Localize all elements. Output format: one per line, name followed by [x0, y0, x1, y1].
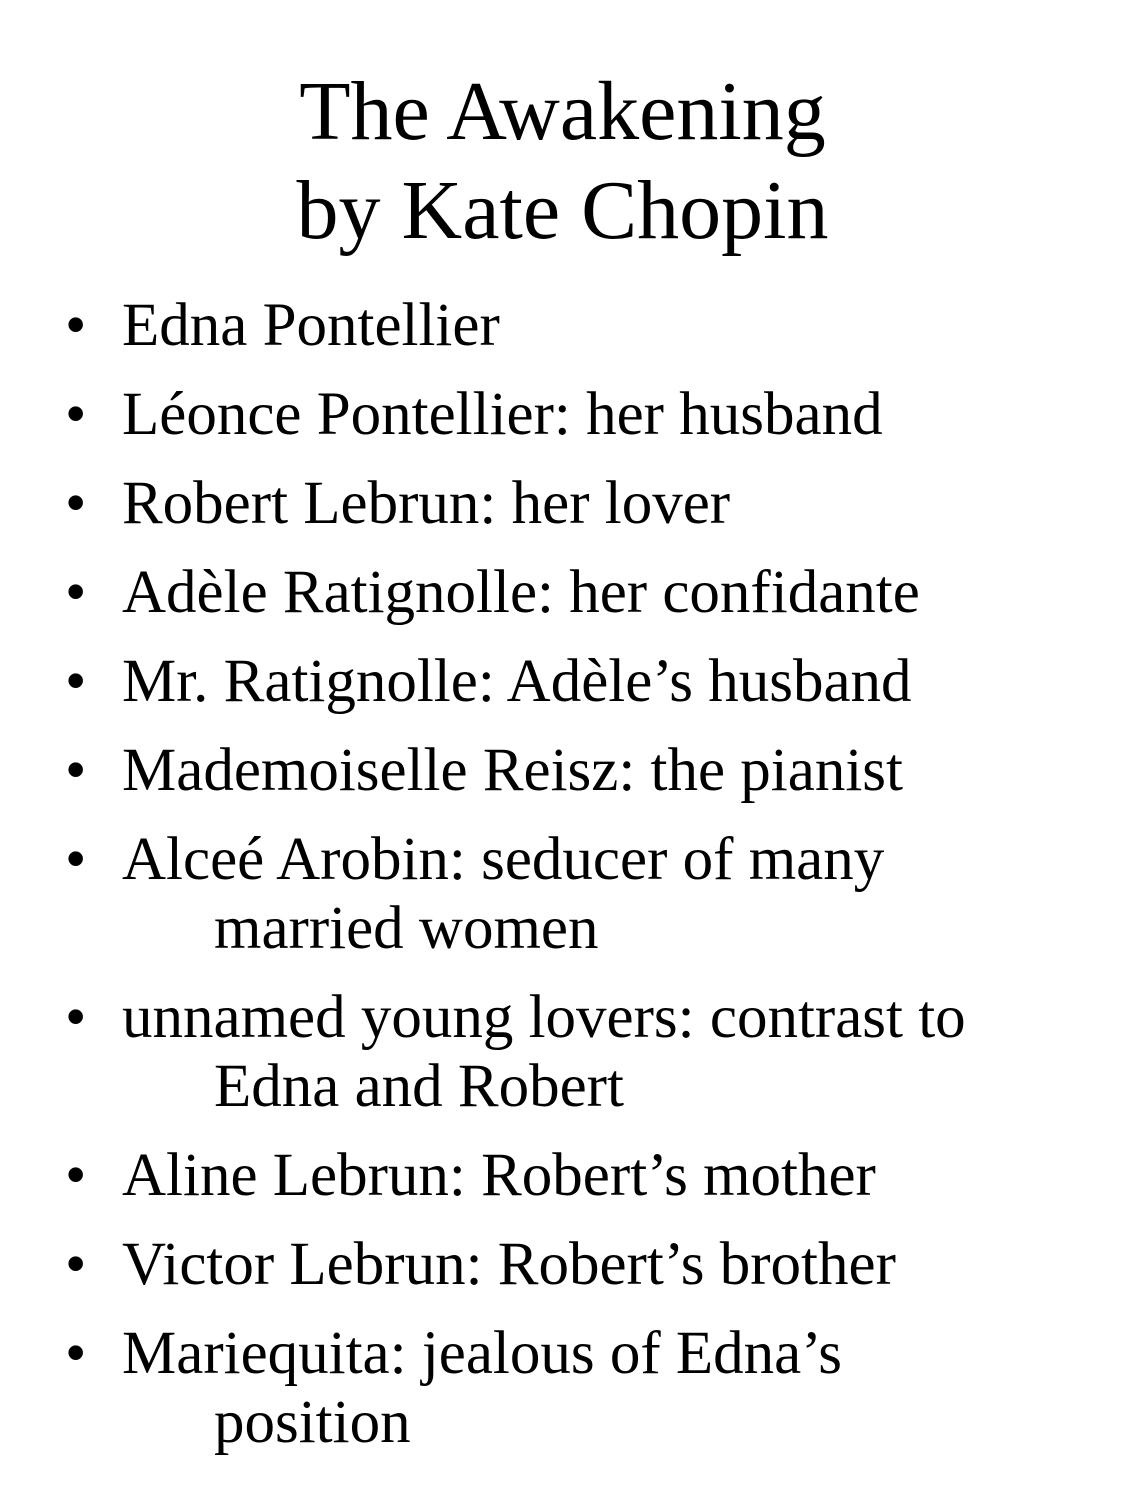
- bullet-icon: •: [65, 292, 87, 359]
- list-item-text: Robert Lebrun: her lover: [122, 470, 731, 537]
- list-item: [0, 825, 1125, 963]
- list-item: [0, 380, 1125, 449]
- bullet-icon: •: [65, 1231, 87, 1298]
- list-item: [0, 647, 1125, 716]
- bullet-icon: •: [65, 648, 87, 715]
- list-item-text: Adèle Ratignolle: her confidante: [122, 559, 920, 626]
- list-item-text: Edna Pontellier: [122, 292, 500, 359]
- list-item-continuation: married women: [214, 895, 599, 962]
- character-list: [0, 291, 1125, 1477]
- list-item: [0, 291, 1125, 360]
- bullet-icon: •: [65, 1142, 87, 1209]
- list-item-continuation: position: [214, 1389, 411, 1456]
- list-item: [0, 1319, 1125, 1457]
- list-item: [0, 558, 1125, 627]
- slide-title: [0, 62, 1125, 260]
- list-item-text: unnamed young lovers: contrast to: [122, 984, 966, 1051]
- list-item: [0, 469, 1125, 538]
- bullet-icon: •: [65, 381, 87, 448]
- list-item: [0, 736, 1125, 805]
- list-item: [0, 1230, 1125, 1299]
- list-item-continuation: Edna and Robert: [214, 1053, 624, 1120]
- list-item: [0, 1141, 1125, 1210]
- list-item-text: Mariequita: jealous of Edna’s: [122, 1320, 842, 1387]
- title-line-2: by Kate Chopin: [296, 164, 829, 257]
- list-item: [0, 983, 1125, 1121]
- list-item-text: Mademoiselle Reisz: the pianist: [122, 737, 903, 804]
- list-item-text: Victor Lebrun: Robert’s brother: [122, 1231, 896, 1298]
- bullet-icon: •: [65, 737, 87, 804]
- list-item-text: Aline Lebrun: Robert’s mother: [122, 1142, 876, 1209]
- list-item-text: Mr. Ratignolle: Adèle’s husband: [122, 648, 912, 715]
- bullet-icon: •: [65, 984, 87, 1051]
- bullet-icon: •: [65, 826, 87, 893]
- title-line-1: The Awakening: [299, 65, 826, 158]
- bullet-icon: •: [65, 470, 87, 537]
- bullet-icon: •: [65, 1320, 87, 1387]
- bullet-icon: •: [65, 559, 87, 626]
- list-item-text: Léonce Pontellier: her husband: [122, 381, 883, 448]
- list-item-text: Alceé Arobin: seducer of many: [122, 826, 885, 893]
